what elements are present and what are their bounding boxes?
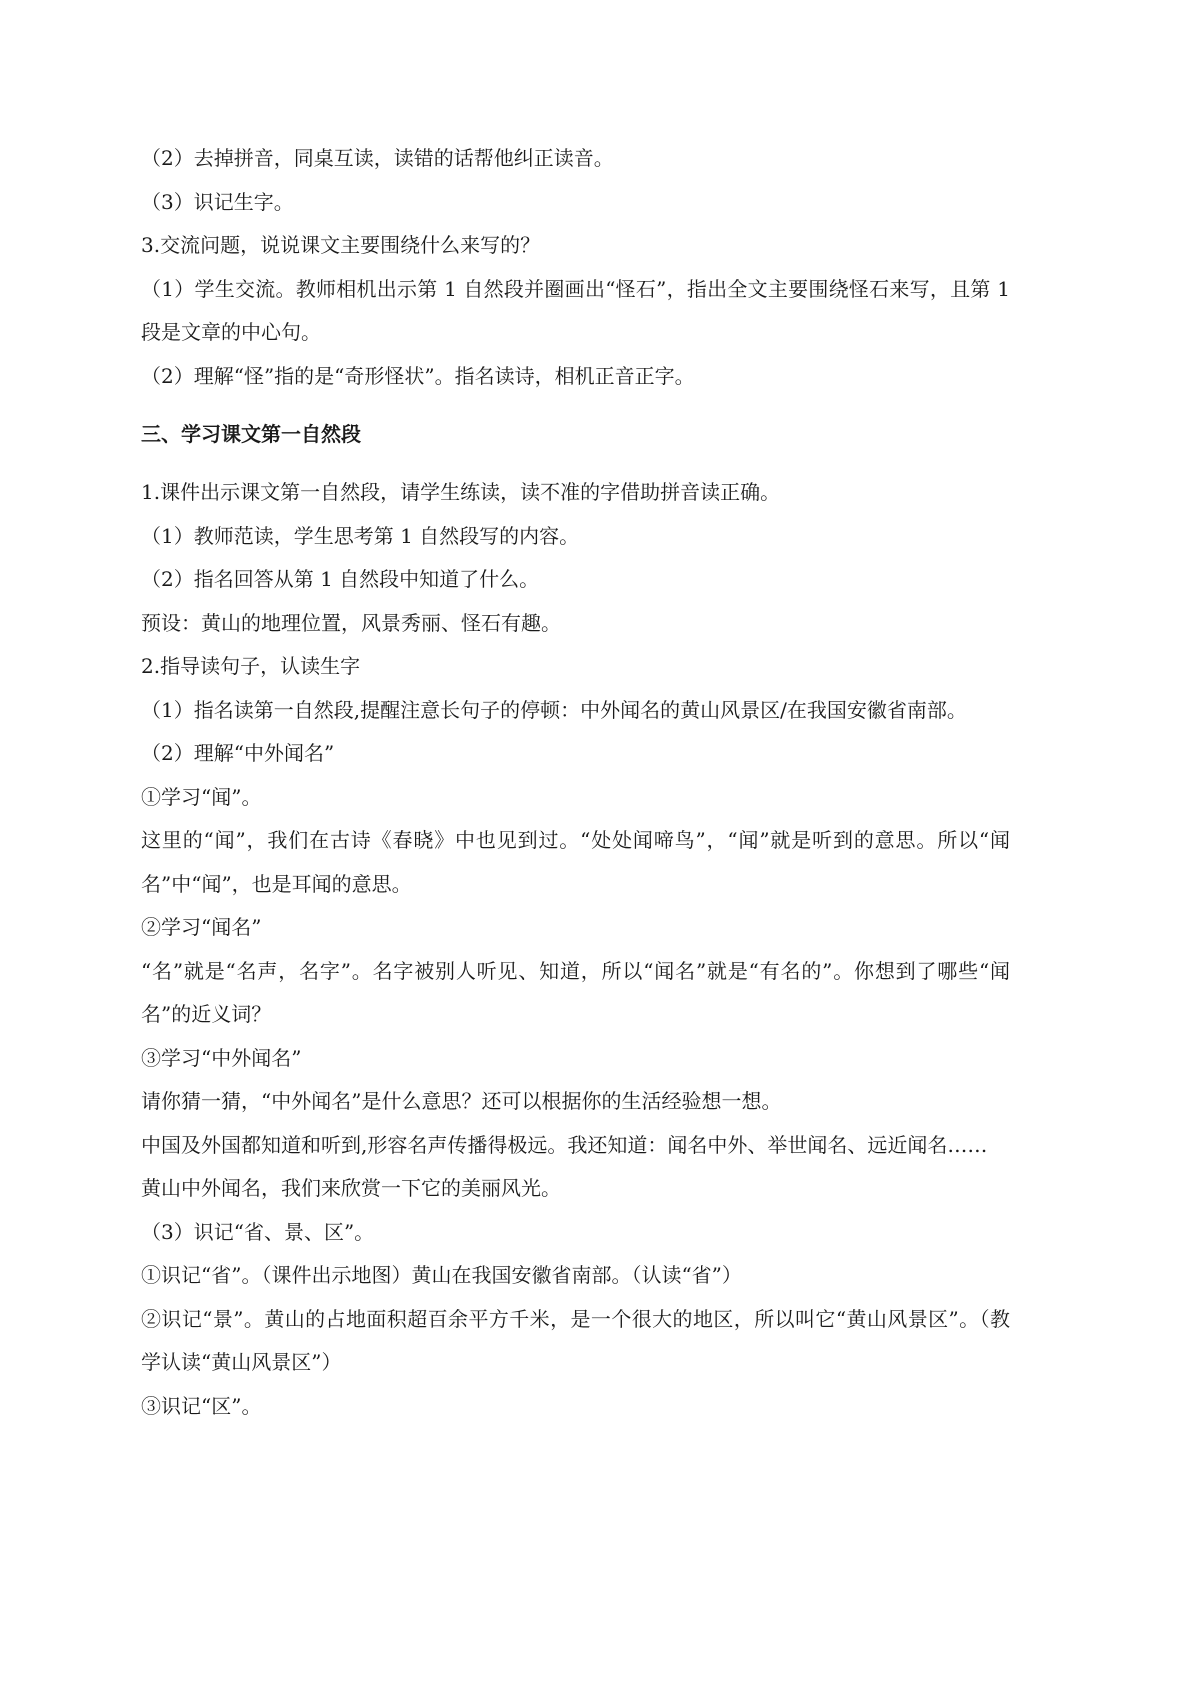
paragraph: （3）识记生字。 <box>141 189 294 214</box>
paragraph: “名”就是“名声，名字”。名字被别人听见、知道，所以“闻名”就是“有名的”。你想到了哪些“闻名”的近义词？ <box>141 958 1010 1026</box>
document-page <box>141 137 1010 1428</box>
paragraph: 中国及外国都知道和听到,形容名声传播得极远。我还知道：闻名中外、举世闻名、远近闻名…… <box>141 1132 988 1157</box>
paragraph: （3）识记“省、景、区”。 <box>141 1219 375 1244</box>
paragraph: ①识记“省”。（课件出示地图）黄山在我国安徽省南部。（认读“省”） <box>141 1263 742 1287</box>
section-heading: 三、学习课文第一自然段 <box>141 422 361 446</box>
paragraph: （1）教师范读，学生思考第 1 自然段写的内容。 <box>141 523 580 548</box>
paragraph: 黄山中外闻名，我们来欣赏一下它的美丽风光。 <box>141 1176 561 1200</box>
paragraph: 请你猜一猜，“中外闻名”是什么意思？还可以根据你的生活经验想一想。 <box>141 1089 782 1113</box>
paragraph: 3.交流问题，说说课文主要围绕什么来写的？ <box>141 233 541 257</box>
paragraph: （1）指名读第一自然段,提醒注意长句子的停顿：中外闻名的黄山风景区/在我国安徽省南部。 <box>141 697 967 722</box>
paragraph: ②识记“景”。黄山的占地面积超百余平方千米，是一个很大的地区，所以叫它“黄山风景区”。（教学认读“黄山风景区”） <box>141 1306 1010 1374</box>
paragraph: 预设：黄山的地理位置，风景秀丽、怪石有趣。 <box>141 610 561 635</box>
paragraph: （2）理解“怪”指的是“奇形怪状”。指名读诗，相机正音正字。 <box>141 363 695 388</box>
paragraph: ③识记“区”。 <box>141 1393 262 1418</box>
paragraph: 1.课件出示课文第一自然段，请学生练读，读不准的字借助拼音读正确。 <box>141 480 781 504</box>
paragraph: 2.指导读句子，认读生字 <box>141 654 361 678</box>
paragraph: （2）指名回答从第 1 自然段中知道了什么。 <box>141 567 540 591</box>
paragraph: （1）学生交流。教师相机出示第 1 自然段并圈画出“怪石”，指出全文主要围绕怪石来写，且第 1 段是文章的中心句。 <box>141 276 1010 344</box>
paragraph: ③学习“中外闻名” <box>141 1045 302 1070</box>
paragraph: （2）去掉拼音，同桌互读，读错的话帮他纠正读音。 <box>141 146 614 170</box>
paragraph: ②学习“闻名” <box>141 915 262 939</box>
paragraph: ①学习“闻”。 <box>141 784 262 809</box>
paragraph: 这里的“闻”，我们在古诗《春晓》中也见到过。“处处闻啼鸟”，“闻”就是听到的意思。所以“闻名”中“闻”，也是耳闻的意思。 <box>141 828 1010 896</box>
paragraph: （2）理解“中外闻名” <box>141 741 335 765</box>
